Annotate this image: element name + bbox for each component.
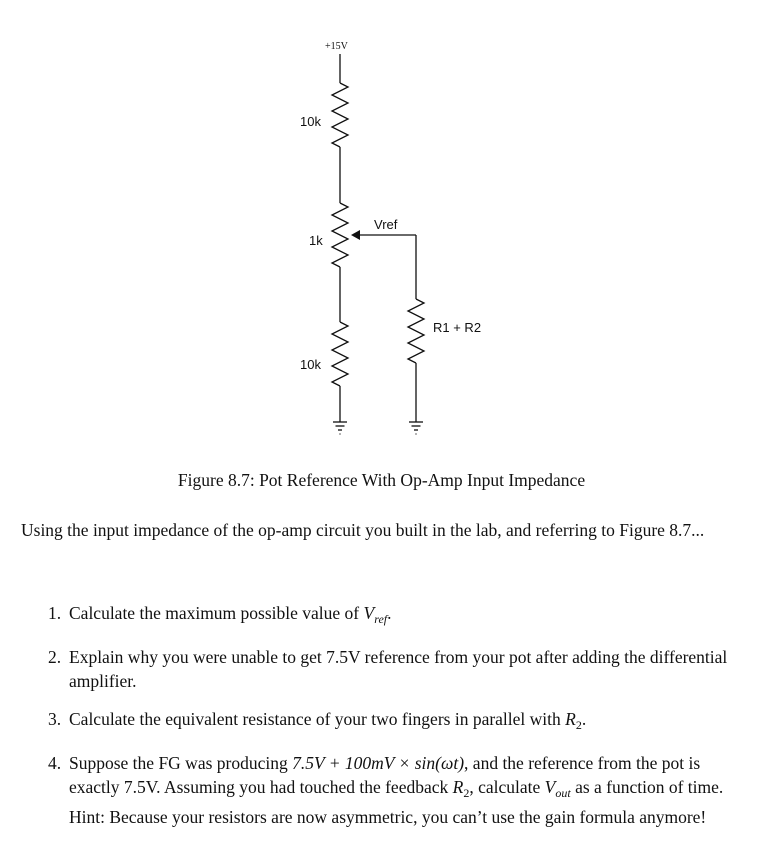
math-subscript: 2 — [463, 786, 470, 800]
question-end: . — [387, 603, 392, 623]
question-list — [21, 601, 745, 843]
question-end: . — [581, 709, 587, 729]
math-r: R — [565, 709, 576, 729]
math-v: V — [363, 603, 375, 623]
intro-paragraph: Using the input impedance of the op-amp circuit you built in the lab, and referring to Figure 8.7... — [21, 520, 705, 540]
question-text-part2: , and the reference from the pot is exactly 7.5V. Assuming you had touched the feedback — [69, 753, 701, 797]
potentiometer — [332, 203, 348, 267]
question-text-part3: , calculate — [469, 777, 545, 797]
math-r: R — [452, 777, 464, 797]
ground-symbol-right — [409, 422, 423, 434]
math-subscript: 2 — [575, 718, 582, 732]
resistor-load-label: R1 + R2 — [433, 320, 482, 335]
question-text: Calculate the equivalent resistance of your two fingers in parallel with — [69, 709, 566, 729]
question-text-part4: as a function of time. Hint: Because your resistors are now asymmetric, you can’t use the gain formula anymore! — [69, 777, 724, 827]
math-expression: 7.5V + 100mV × sin(ωt) — [292, 753, 465, 773]
wiper-arrow — [351, 230, 360, 240]
math-v: V — [544, 777, 556, 797]
question-3 — [21, 707, 745, 737]
resistor-bottom-label: 10k — [300, 357, 321, 372]
resistor-top — [332, 83, 348, 147]
question-number: 4. — [48, 753, 62, 773]
math-subscript: ref — [374, 612, 388, 626]
resistor-bottom — [332, 322, 348, 386]
question-number: 3. — [48, 709, 62, 729]
question-1 — [21, 601, 745, 631]
question-4 — [21, 751, 745, 829]
figure-caption: Figure 8.7: Pot Reference With Op-Amp Input Impedance — [177, 470, 586, 490]
ground-symbol-left — [333, 422, 347, 434]
vref-label: Vref — [374, 217, 398, 232]
question-number: 1. — [48, 603, 62, 623]
potentiometer-label: 1k — [309, 233, 323, 248]
question-number: 2. — [48, 647, 62, 667]
question-text-part1: Suppose the FG was producing — [69, 753, 293, 773]
question-text: Calculate the maximum possible value of — [69, 603, 364, 623]
math-subscript: out — [555, 786, 571, 800]
question-text: Explain why you were unable to get 7.5V reference from your pot after adding the differential amplifier. — [69, 647, 728, 691]
resistor-load — [408, 299, 424, 363]
supply-label: +15V — [325, 41, 348, 52]
question-2 — [21, 645, 745, 693]
resistor-top-label: 10k — [300, 114, 321, 129]
